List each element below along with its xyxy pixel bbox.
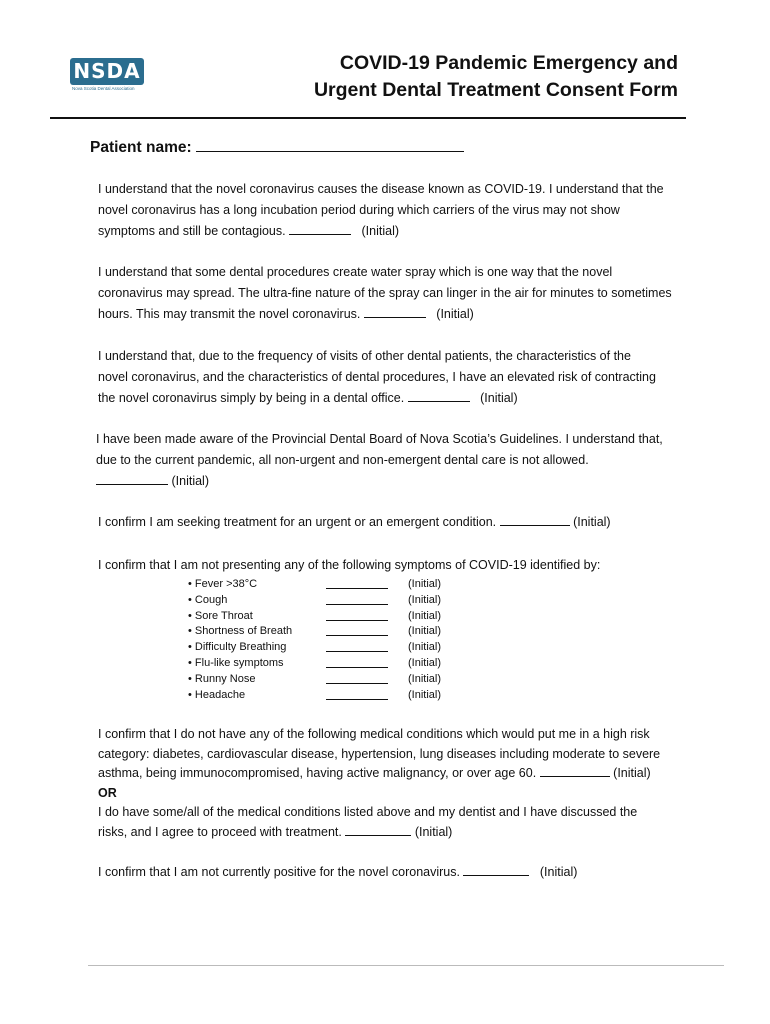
symptom-label: • Difficulty Breathing: [188, 641, 287, 654]
initial-label: (Initial): [408, 593, 442, 606]
text-line: category: diabetes, cardiovascular disease, hypertension, lung diseases including moderate to severe: [98, 746, 661, 761]
initial-label: (Initial): [408, 578, 442, 590]
consent-paragraph-incubation: [98, 179, 718, 242]
initial-blank[interactable]: [345, 824, 411, 836]
initial-blank[interactable]: [540, 765, 610, 777]
initial-blank[interactable]: [326, 624, 388, 636]
logo-text: NSDA: [73, 59, 141, 83]
symptom-label: • Headache: [188, 688, 246, 701]
initial-blank[interactable]: [289, 223, 351, 235]
initial-label: (Initial): [408, 609, 442, 622]
symptom-row: [188, 593, 488, 609]
consent-paragraph-medical-conditions: [98, 725, 718, 842]
symptom-label: • Sore Throat: [188, 609, 253, 622]
text-line: I confirm that I do not have any of the following medical conditions which would put me in a high risk: [98, 727, 650, 741]
initial-blank[interactable]: [326, 688, 388, 700]
initial-label: (Initial): [414, 824, 453, 839]
patient-name-label: Patient name:: [90, 139, 192, 156]
symptom-row: [188, 609, 488, 625]
initial-blank[interactable]: [364, 306, 426, 318]
text-line: I understand that the novel coronavirus causes the disease known as COVID-19. I understand that the: [98, 182, 664, 196]
initial-blank[interactable]: [326, 609, 388, 621]
initial-label: (Initial): [408, 656, 442, 669]
initial-label: (Initial): [408, 672, 442, 685]
text-line: hours. This may transmit the novel coronavirus.: [98, 307, 361, 321]
text-line: I understand that some dental procedures create water spray which is one way that the novel: [98, 265, 613, 279]
symptom-label: • Fever >38°C: [188, 578, 258, 590]
initial-blank[interactable]: [326, 672, 388, 684]
initial-label: (Initial): [408, 625, 442, 638]
symptom-row: [188, 577, 488, 593]
title-line-2: Urgent Dental Treatment Consent Form: [313, 79, 678, 101]
symptom-row: [188, 688, 488, 704]
initial-label: (Initial): [408, 641, 442, 654]
consent-paragraph-water-spray: [98, 262, 728, 325]
text-line: I do have some/all of the medical conditions listed above and my dentist and I have discussed the: [98, 805, 638, 819]
text-line: asthma, being immunocompromised, having active malignancy, or over age 60.: [98, 766, 537, 780]
or-separator: OR: [98, 785, 117, 800]
consent-paragraph-elevated-risk: [98, 346, 718, 409]
text-line: I have been made aware of the Provincial Dental Board of Nova Scotia’s Guidelines. I understand that,: [96, 432, 663, 446]
text-line: I understand that, due to the frequency of visits of other dental patients, the characteristics of the: [98, 349, 631, 363]
consent-paragraph-guidelines: [96, 429, 716, 492]
initial-label: (Initial): [171, 474, 209, 488]
initial-label: (Initial): [480, 391, 518, 405]
footer-divider: [88, 965, 724, 966]
initial-blank[interactable]: [463, 864, 529, 876]
text-line: novel coronavirus has a long incubation period during which carriers of the virus may not show: [98, 203, 620, 217]
symptom-list: [188, 577, 488, 703]
consent-paragraph-urgent-condition: [98, 512, 718, 533]
text-line: due to the current pandemic, all non-urgent and non-emergent dental care is not allowed.: [96, 453, 589, 467]
nsda-logo: [70, 58, 146, 92]
patient-name-field: [90, 137, 464, 157]
symptom-label: • Shortness of Breath: [188, 625, 293, 638]
logo-subtitle: Nova Scotia Dental Association: [72, 86, 135, 91]
initial-blank[interactable]: [96, 473, 168, 485]
initial-label: (Initial): [436, 307, 474, 321]
title-line-1: COVID-19 Pandemic Emergency and: [339, 52, 678, 74]
title-divider: [50, 117, 686, 119]
initial-label: (Initial): [573, 515, 611, 529]
initial-blank[interactable]: [408, 390, 470, 402]
text-line: the novel coronavirus simply by being in a dental office.: [98, 391, 405, 405]
text-line: I confirm I am seeking treatment for an urgent or an emergent condition.: [98, 515, 497, 529]
initial-blank[interactable]: [326, 640, 388, 652]
initial-blank[interactable]: [326, 656, 388, 668]
initial-label: (Initial): [361, 224, 400, 238]
initial-label: (Initial): [539, 865, 578, 879]
symptom-row: [188, 656, 488, 672]
consent-paragraph-symptoms-intro: [98, 555, 718, 576]
initial-label: (Initial): [613, 766, 651, 780]
initial-label: (Initial): [408, 688, 442, 701]
symptom-row: [188, 624, 488, 640]
text-line: novel coronavirus, and the characteristics of dental procedures, I have an elevated risk of contracting: [98, 370, 656, 384]
symptom-label: • Flu-like symptoms: [188, 656, 284, 669]
symptom-label: • Cough: [188, 593, 228, 606]
symptom-row: [188, 640, 488, 656]
symptom-label: • Runny Nose: [188, 672, 256, 685]
text-line: coronavirus may spread. The ultra-fine nature of the spray can linger in the air for minutes to sometimes: [98, 286, 672, 300]
patient-name-blank[interactable]: [196, 137, 464, 152]
initial-blank[interactable]: [326, 577, 388, 589]
form-title: [314, 50, 678, 104]
symptom-row: [188, 672, 488, 688]
consent-paragraph-not-positive: [98, 862, 718, 883]
text-line: symptoms and still be contagious.: [98, 224, 286, 238]
initial-blank[interactable]: [326, 593, 388, 605]
initial-blank[interactable]: [500, 514, 570, 526]
text-line: I confirm that I am not presenting any of the following symptoms of COVID-19 identified by:: [98, 558, 601, 572]
text-line: I confirm that I am not currently positive for the novel coronavirus.: [98, 865, 460, 879]
text-line: risks, and I agree to proceed with treatment.: [98, 824, 342, 839]
